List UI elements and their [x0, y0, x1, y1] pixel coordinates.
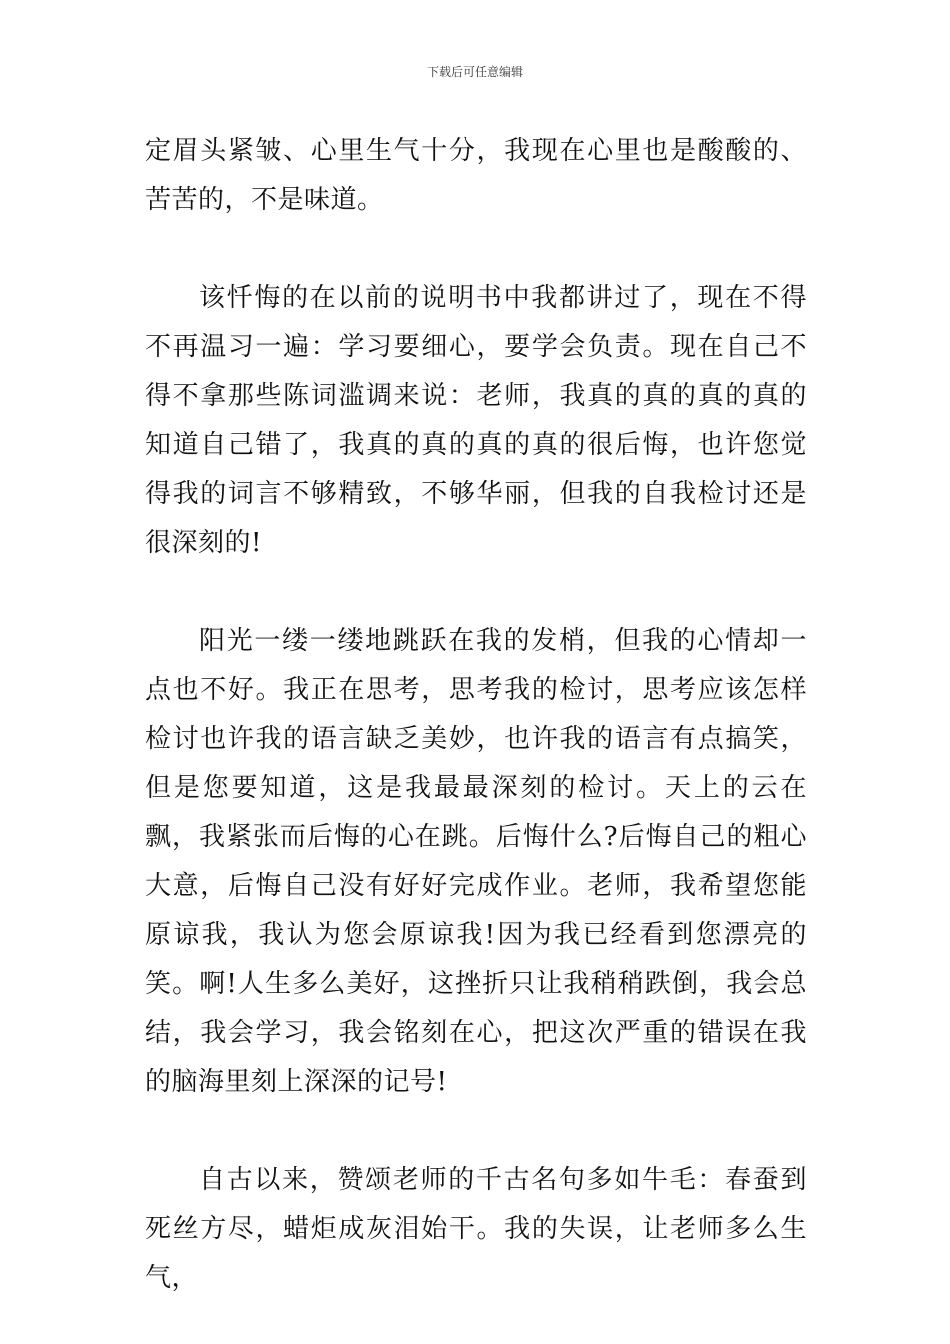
- paragraph-continuation: 定眉头紧皱、心里生气十分，我现在心里也是酸酸的、苦苦的，不是味道。: [145, 136, 807, 215]
- paragraph-teacher-praise: 自古以来，赞颂老师的千古名句多如牛毛：春蚕到死丝方尽，蜡炬成灰泪始干。我的失误，让老师多么生气，: [145, 1165, 807, 1293]
- paragraph-repentance: 该忏悔的在以前的说明书中我都讲过了，现在不得不再温习一遍：学习要细心，要学会负责。现在自己不得不拿那些陈词滥调来说：老师，我真的真的真的真的知道自己错了，我真的真的真的真的很后悔，也许您觉得我的词言不够精致，不够华丽，但我的自我检讨还是很深刻的!: [145, 283, 807, 558]
- paragraph-spacer: [145, 225, 807, 274]
- paragraph-sunshine: 阳光一缕一缕地跳跃在我的发梢，但我的心情却一点也不好。我正在思考，思考我的检讨，思考应该怎样检讨也许我的语言缺乏美妙，也许我的语言有点搞笑，但是您要知道，这是我最最深刻的检讨。天上的云在飘，我紧张而后悔的心在跳。后悔什么?后悔自己的粗心大意，后悔自己没有好好完成作业。老师，我希望您能原谅我，我认为您会原谅我!因为我已经看到您漂亮的笑。啊!人生多么美好，这挫折只让我稍稍跌倒，我会总结，我会学习，我会铭刻在心，把这次严重的错误在我的脑海里刻上深深的记号!: [145, 626, 807, 1097]
- page-header: 下载后可任意编辑: [426, 65, 523, 79]
- document-body: [145, 127, 807, 1303]
- paragraph-spacer: [145, 568, 807, 617]
- paragraph-spacer: [145, 1107, 807, 1156]
